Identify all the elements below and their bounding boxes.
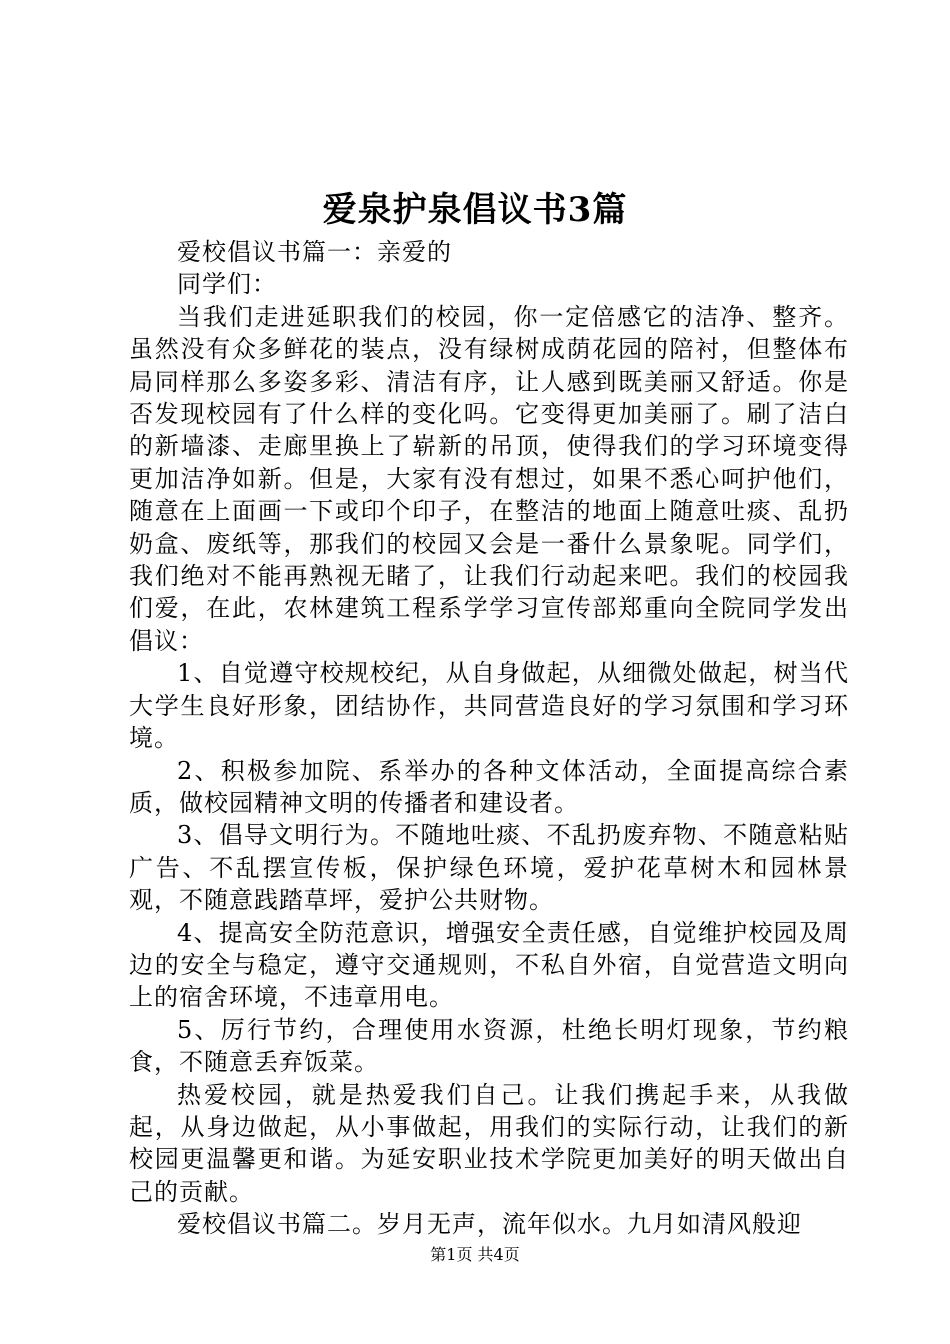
paragraph-salutation: 同学们： (177, 270, 277, 299)
paragraph-item-3: 3、倡导文明行为。不随地吐痰、不乱扔废弃物、不随意粘贴广告、不乱摆宣传板，保护绿色环境，爱护花草树木和园林景观，不随意践踏草坪，爱护公共财物。 (129, 821, 849, 915)
page-footer: 第1页 共4页 (430, 1245, 520, 1264)
paragraph-item-2: 2、积极参加院、系举办的各种文体活动，全面提高综合素质，做校园精神文明的传播者和建设者。 (129, 756, 849, 817)
document-body (129, 236, 849, 1241)
paragraph-item-5: 5、厉行节约，合理使用水资源，杜绝长明灯现象，节约粮食，不随意丢弃饭菜。 (129, 1015, 849, 1077)
paragraph-part-two-start: 爱校倡议书篇二。岁月无声，流年似水。九月如清风般迎 (177, 1210, 802, 1239)
paragraph-intro: 当我们走进延职我们的校园，你一定倍感它的洁净、整齐。虽然没有众多鲜花的装点，没有绿树成荫花园的陪衬，但整体布局同样那么多姿多彩、清洁有序，让人感到既美丽又舒适。你是否发现校园有了什么样的变化吗。它变得更加美丽了。刷了洁白的新墙漆、走廊里换上了崭新的吊顶，使得我们的学习环境变得更加洁净如新。但是，大家有没有想过，如果不悉心呵护他们，随意在上面画一下或印个印子，在整洁的地面上随意吐痰、乱扔奶盒、废纸等，那我们的校园又会是一番什么景象呢。同学们，我们绝对不能再熟视无睹了，让我们行动起来吧。我们的校园我们爱，在此，农林建筑工程系学学习宣传部郑重向全院同学发出倡议： (129, 302, 849, 655)
paragraph-closing: 热爱校园，就是热爱我们自己。让我们携起手来，从我做起，从身边做起，从小事做起，用我们的实际行动，让我们的新校园更温馨更和谐。为延安职业技术学院更加美好的明天做出自己的贡献。 (129, 1080, 849, 1206)
document-title: 爱泉护泉倡议书3篇 (322, 190, 628, 230)
paragraph-greeting: 爱校倡议书篇一：亲爱的 (177, 238, 452, 266)
paragraph-item-4: 4、提高安全防范意识，增强安全责任感，自觉维护校园及周边的安全与稳定，遵守交通规则，不私自外宿，自觉营造文明向上的宿舍环境，不违章用电。 (129, 918, 849, 1012)
paragraph-item-1: 1、自觉遵守校规校纪，从自身做起，从细微处做起，树当代大学生良好形象，团结协作，共同营造良好的学习氛围和学习环境。 (129, 659, 849, 753)
